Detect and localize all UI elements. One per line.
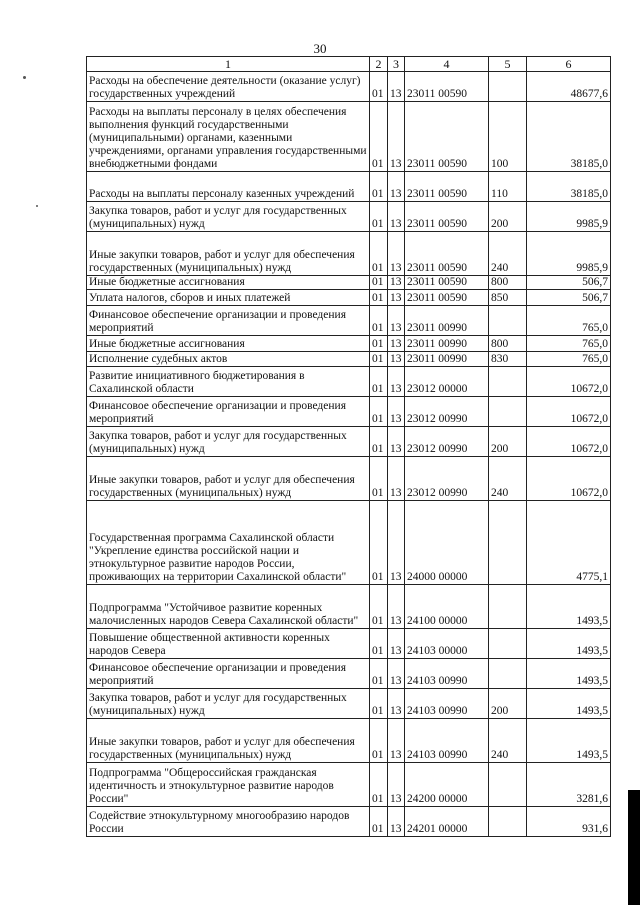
row-expense-type-cell: 110	[489, 172, 527, 202]
row-expense-type-cell: 800	[489, 276, 527, 290]
row-section-cell: 01	[370, 457, 388, 501]
row-subsection-cell: 13	[388, 232, 405, 276]
row-subsection-cell: 13	[388, 719, 405, 763]
row-subsection-cell: 13	[388, 659, 405, 689]
row-section-cell: 01	[370, 807, 388, 837]
row-section-cell: 01	[370, 763, 388, 807]
row-section-cell: 01	[370, 352, 388, 367]
row-amount-cell: 38185,0	[527, 102, 611, 172]
row-name-cell: Уплата налогов, сборов и иных платежей	[87, 290, 370, 306]
row-target-article-cell: 24103 00990	[405, 689, 489, 719]
row-expense-type-cell: 200	[489, 427, 527, 457]
row-expense-type-cell	[489, 629, 527, 659]
row-amount-cell: 765,0	[527, 306, 611, 336]
row-target-article-cell: 24201 00000	[405, 807, 489, 837]
table-row	[87, 763, 611, 807]
row-section-cell: 01	[370, 659, 388, 689]
row-amount-cell: 48677,6	[527, 72, 611, 102]
row-subsection-cell: 13	[388, 585, 405, 629]
row-name-cell: Закупка товаров, работ и услуг для государственных (муниципальных) нужд	[87, 427, 370, 457]
table-row	[87, 352, 611, 367]
row-expense-type-cell: 850	[489, 290, 527, 306]
row-name-cell: Иные закупки товаров, работ и услуг для обеспечения государственных (муниципальных) нужд	[87, 719, 370, 763]
row-section-cell: 01	[370, 719, 388, 763]
row-section-cell: 01	[370, 276, 388, 290]
row-subsection-cell: 13	[388, 172, 405, 202]
table-row	[87, 457, 611, 501]
row-amount-cell: 765,0	[527, 352, 611, 367]
table-row	[87, 306, 611, 336]
table-row	[87, 501, 611, 585]
row-target-article-cell: 23011 00990	[405, 306, 489, 336]
row-amount-cell: 10672,0	[527, 427, 611, 457]
row-target-article-cell: 23012 00990	[405, 457, 489, 501]
table-row	[87, 659, 611, 689]
row-subsection-cell: 13	[388, 336, 405, 352]
table-row	[87, 585, 611, 629]
header-cell: 4	[405, 57, 489, 72]
row-amount-cell: 1493,5	[527, 659, 611, 689]
row-target-article-cell: 23012 00990	[405, 397, 489, 427]
row-expense-type-cell	[489, 807, 527, 837]
scan-speck	[23, 76, 26, 79]
row-amount-cell: 1493,5	[527, 585, 611, 629]
table-row	[87, 290, 611, 306]
row-amount-cell: 931,6	[527, 807, 611, 837]
row-section-cell: 01	[370, 172, 388, 202]
row-name-cell: Развитие инициативного бюджетирования в Сахалинской области	[87, 367, 370, 397]
row-section-cell: 01	[370, 102, 388, 172]
row-expense-type-cell: 240	[489, 719, 527, 763]
budget-table	[86, 56, 611, 837]
row-expense-type-cell: 200	[489, 202, 527, 232]
row-name-cell: Расходы на выплаты персоналу в целях обеспечения выполнения функций государственными (муниципальными) органами, казенными учреждениями, органами управления государственными внебюджетными фондами	[87, 102, 370, 172]
row-name-cell: Содействие этнокультурному многообразию народов России	[87, 807, 370, 837]
row-amount-cell: 38185,0	[527, 172, 611, 202]
row-section-cell: 01	[370, 501, 388, 585]
row-section-cell: 01	[370, 72, 388, 102]
row-amount-cell: 1493,5	[527, 719, 611, 763]
row-amount-cell: 10672,0	[527, 397, 611, 427]
row-name-cell: Финансовое обеспечение организации и проведения мероприятий	[87, 306, 370, 336]
page-number: 30	[313, 41, 327, 56]
table-row	[87, 397, 611, 427]
row-amount-cell: 9985,9	[527, 202, 611, 232]
row-name-cell: Закупка товаров, работ и услуг для государственных (муниципальных) нужд	[87, 689, 370, 719]
row-expense-type-cell: 200	[489, 689, 527, 719]
row-name-cell: Расходы на обеспечение деятельности (оказание услуг) государственных учреждений	[87, 72, 370, 102]
scan-speck	[36, 205, 38, 207]
row-expense-type-cell	[489, 501, 527, 585]
row-name-cell: Повышение общественной активности коренных народов Севера	[87, 629, 370, 659]
row-amount-cell: 10672,0	[527, 367, 611, 397]
row-target-article-cell: 23011 00590	[405, 72, 489, 102]
row-subsection-cell: 13	[388, 72, 405, 102]
row-amount-cell: 765,0	[527, 336, 611, 352]
row-section-cell: 01	[370, 232, 388, 276]
row-expense-type-cell: 830	[489, 352, 527, 367]
row-amount-cell: 4775,1	[527, 501, 611, 585]
row-target-article-cell: 23011 00590	[405, 172, 489, 202]
row-target-article-cell: 23011 00990	[405, 352, 489, 367]
row-subsection-cell: 13	[388, 457, 405, 501]
table-row	[87, 232, 611, 276]
row-expense-type-cell	[489, 397, 527, 427]
row-amount-cell: 1493,5	[527, 689, 611, 719]
row-expense-type-cell	[489, 659, 527, 689]
row-name-cell: Закупка товаров, работ и услуг для государственных (муниципальных) нужд	[87, 202, 370, 232]
row-target-article-cell: 23011 00990	[405, 336, 489, 352]
row-amount-cell: 3281,6	[527, 763, 611, 807]
row-amount-cell: 506,7	[527, 290, 611, 306]
table-row	[87, 72, 611, 102]
row-target-article-cell: 24000 00000	[405, 501, 489, 585]
row-name-cell: Исполнение судебных актов	[87, 352, 370, 367]
table-row	[87, 367, 611, 397]
row-subsection-cell: 13	[388, 689, 405, 719]
row-name-cell: Иные бюджетные ассигнования	[87, 276, 370, 290]
row-subsection-cell: 13	[388, 501, 405, 585]
row-amount-cell: 506,7	[527, 276, 611, 290]
header-cell: 2	[370, 57, 388, 72]
row-subsection-cell: 13	[388, 367, 405, 397]
row-target-article-cell: 23011 00590	[405, 202, 489, 232]
row-section-cell: 01	[370, 427, 388, 457]
row-name-cell: Иные бюджетные ассигнования	[87, 336, 370, 352]
row-target-article-cell: 23011 00590	[405, 232, 489, 276]
row-target-article-cell: 24103 00990	[405, 719, 489, 763]
row-target-article-cell: 23011 00590	[405, 290, 489, 306]
header-cell: 5	[489, 57, 527, 72]
table-header-row	[87, 57, 611, 72]
row-name-cell: Государственная программа Сахалинской области "Укрепление единства российской нации и этнокультурное развитие народов России, проживающих на территории Сахалинской области"	[87, 501, 370, 585]
table-row	[87, 629, 611, 659]
row-target-article-cell: 24100 00000	[405, 585, 489, 629]
row-target-article-cell: 24103 00000	[405, 629, 489, 659]
row-name-cell: Подпрограмма "Устойчивое развитие коренных малочисленных народов Севера Сахалинской области"	[87, 585, 370, 629]
row-subsection-cell: 13	[388, 807, 405, 837]
row-subsection-cell: 13	[388, 427, 405, 457]
row-subsection-cell: 13	[388, 276, 405, 290]
table-row	[87, 172, 611, 202]
row-subsection-cell: 13	[388, 397, 405, 427]
table-row	[87, 807, 611, 837]
row-section-cell: 01	[370, 336, 388, 352]
row-expense-type-cell: 100	[489, 102, 527, 172]
header-cell: 6	[527, 57, 611, 72]
row-expense-type-cell	[489, 367, 527, 397]
table-row	[87, 336, 611, 352]
row-subsection-cell: 13	[388, 352, 405, 367]
table-row	[87, 689, 611, 719]
row-subsection-cell: 13	[388, 102, 405, 172]
table-row	[87, 102, 611, 172]
row-section-cell: 01	[370, 629, 388, 659]
row-section-cell: 01	[370, 290, 388, 306]
row-section-cell: 01	[370, 397, 388, 427]
row-name-cell: Иные закупки товаров, работ и услуг для обеспечения государственных (муниципальных) нужд	[87, 232, 370, 276]
row-name-cell: Расходы на выплаты персоналу казенных учреждений	[87, 172, 370, 202]
row-subsection-cell: 13	[388, 629, 405, 659]
binding-strip	[628, 790, 640, 905]
row-amount-cell: 10672,0	[527, 457, 611, 501]
row-expense-type-cell	[489, 585, 527, 629]
row-amount-cell: 9985,9	[527, 232, 611, 276]
table-row	[87, 427, 611, 457]
table-row	[87, 276, 611, 290]
table-row	[87, 202, 611, 232]
row-name-cell: Финансовое обеспечение организации и проведения мероприятий	[87, 659, 370, 689]
header-cell: 1	[87, 57, 370, 72]
row-subsection-cell: 13	[388, 763, 405, 807]
row-section-cell: 01	[370, 306, 388, 336]
row-subsection-cell: 13	[388, 290, 405, 306]
row-name-cell: Подпрограмма "Общероссийская гражданская идентичность и этнокультурное развитие народов России"	[87, 763, 370, 807]
row-amount-cell: 1493,5	[527, 629, 611, 659]
header-cell: 3	[388, 57, 405, 72]
row-expense-type-cell: 800	[489, 336, 527, 352]
row-target-article-cell: 24200 00000	[405, 763, 489, 807]
row-expense-type-cell: 240	[489, 232, 527, 276]
row-name-cell: Иные закупки товаров, работ и услуг для обеспечения государственных (муниципальных) нужд	[87, 457, 370, 501]
row-target-article-cell: 23011 00590	[405, 102, 489, 172]
row-expense-type-cell	[489, 306, 527, 336]
row-target-article-cell: 24103 00990	[405, 659, 489, 689]
row-expense-type-cell	[489, 72, 527, 102]
row-target-article-cell: 23012 00000	[405, 367, 489, 397]
row-subsection-cell: 13	[388, 202, 405, 232]
row-section-cell: 01	[370, 689, 388, 719]
row-subsection-cell: 13	[388, 306, 405, 336]
row-expense-type-cell	[489, 763, 527, 807]
row-target-article-cell: 23012 00990	[405, 427, 489, 457]
row-section-cell: 01	[370, 367, 388, 397]
row-target-article-cell: 23011 00590	[405, 276, 489, 290]
table-row	[87, 719, 611, 763]
row-section-cell: 01	[370, 202, 388, 232]
row-name-cell: Финансовое обеспечение организации и проведения мероприятий	[87, 397, 370, 427]
row-expense-type-cell: 240	[489, 457, 527, 501]
row-section-cell: 01	[370, 585, 388, 629]
